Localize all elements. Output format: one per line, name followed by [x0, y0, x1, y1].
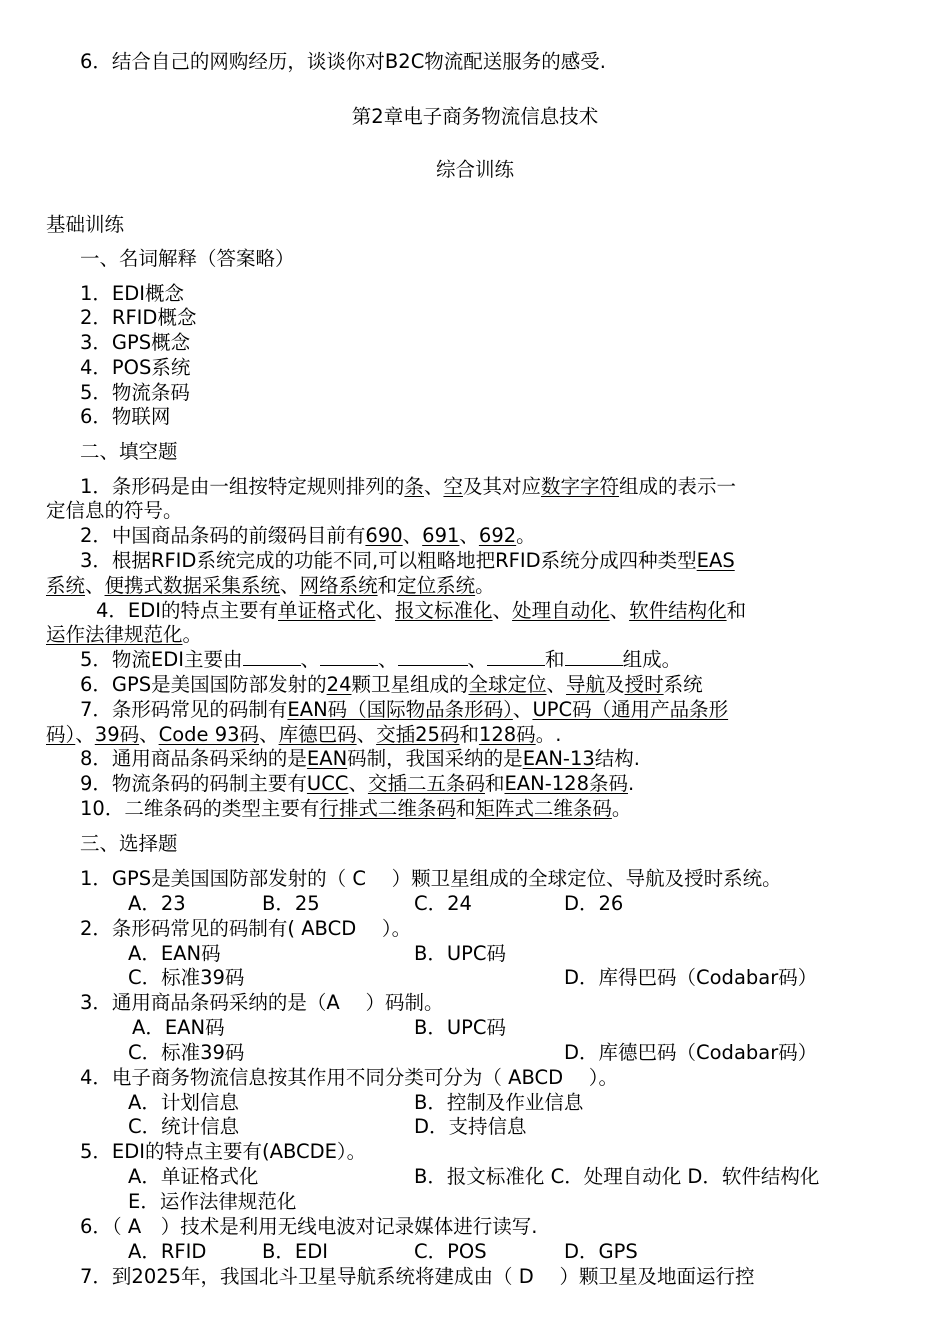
- choice-option: B．报文标准化 C．处理自动化 D．软件结构化: [414, 1165, 820, 1188]
- choice-question-7-stem: 7．到2025年，我国北斗卫星导航系统将建成由（ D ）颗卫星及地面运行控: [80, 1265, 755, 1288]
- choice-option: A．EAN码: [132, 1016, 225, 1039]
- fill-question-10: 10．二维条码的类型主要有行排式二维条码和矩阵式二维条码。: [80, 797, 632, 820]
- choice-option: B．25: [262, 892, 320, 915]
- subtitle: 综合训练: [435, 158, 514, 181]
- choice-question-4-stem: 4．电子商务物流信息按其作用不同分类可分为（ ABCD ）。: [80, 1066, 619, 1089]
- fill-question-8: 8．通用商品条码采纳的是EAN码制，我国采纳的是EAN-13结构.: [80, 747, 640, 770]
- choice-option: D．26: [564, 892, 624, 915]
- choice-option: B．UPC码: [414, 1016, 507, 1039]
- fill-question-5: 5．物流EDI主要由 、 、 、 和 组成。: [80, 648, 682, 671]
- choice-question-1-stem: 1．GPS是美国国防部发射的（ C ）颗卫星组成的全球定位、导航及授时系统。: [80, 867, 782, 890]
- choice-option: C．24: [414, 892, 472, 915]
- part1-item: 3．GPS概念: [80, 331, 191, 354]
- fill-question-9: 9．物流条码的码制主要有UCC、交插二五条码和EAN-128条码.: [80, 772, 635, 795]
- choice-question-2-stem: 2．条形码常见的码制有( ABCD ）。: [80, 917, 412, 940]
- choice-option: E．运作法律规范化: [128, 1190, 297, 1213]
- fill-question-4: 4．EDI的特点主要有单证格式化、报文标准化、处理自动化、软件结构化和: [96, 599, 747, 622]
- choice-option: C．POS: [414, 1240, 487, 1263]
- fill-question-6: 6．GPS是美国国防部发射的24颗卫星组成的全球定位、导航及授时系统: [80, 673, 703, 696]
- choice-option: A．RFID: [128, 1240, 207, 1263]
- part3-heading: 三、选择题: [80, 832, 178, 855]
- choice-option: A．单证格式化: [128, 1165, 259, 1188]
- fill-question-7: 7．条形码常见的码制有EAN码（国际物品条形码）、UPC码（通用产品条形: [80, 698, 729, 721]
- choice-option: A．计划信息: [128, 1091, 239, 1114]
- choice-option: C．标准39码: [128, 966, 245, 989]
- part1-item: 2．RFID概念: [80, 306, 197, 329]
- chapter-title: 第2章电子商务物流信息技术: [351, 105, 599, 128]
- choice-option: D．GPS: [564, 1240, 638, 1263]
- fill-question-1-cont: 定信息的符号。: [46, 499, 183, 522]
- part1-item: 5．物流条码: [80, 381, 190, 404]
- fill-question-7-cont: 码）、39码、Code 93码、库德巴码、交插25码和128码。.: [46, 723, 562, 746]
- part1-item: 4．POS系统: [80, 356, 191, 379]
- part1-item: 1．EDI概念: [80, 282, 184, 305]
- choice-option: A．23: [128, 892, 186, 915]
- choice-option: B．控制及作业信息: [414, 1091, 584, 1114]
- fill-question-3: 3．根据RFID系统完成的功能不同,可以粗略地把RFID系统分成四种类型EAS: [80, 549, 735, 572]
- fill-question-4-cont: 运作法律规范化。: [46, 623, 203, 646]
- choice-option: B．EDI: [262, 1240, 328, 1263]
- part1-item: 6．物联网: [80, 405, 171, 428]
- top-line: 6．结合自己的网购经历，谈谈你对B2C物流配送服务的感受.: [80, 50, 607, 73]
- choice-question-3-stem: 3．通用商品条码采纳的是（A ）码制。: [80, 991, 444, 1014]
- part2-heading: 二、填空题: [80, 440, 178, 463]
- choice-option: D．库得巴码（Codabar码）: [564, 966, 818, 989]
- choice-question-5-stem: 5．EDI的特点主要有(ABCDE）。: [80, 1140, 367, 1163]
- part1-heading: 一、名词解释（答案略）: [80, 247, 295, 270]
- choice-question-6-stem: 6．（ A ）技术是利用无线电波对记录媒体进行读写.: [80, 1215, 538, 1238]
- fill-question-3-cont: 系统、便携式数据采集系统、网络系统和定位系统。: [46, 574, 495, 597]
- choice-option: B．UPC码: [414, 942, 507, 965]
- choice-option: C．统计信息: [128, 1115, 240, 1138]
- choice-option: D．支持信息: [414, 1115, 527, 1138]
- choice-option: A．EAN码: [128, 942, 221, 965]
- fill-question-1: 1．条形码是由一组按特定规则排列的条、空及其对应数字字符组成的表示一: [80, 475, 737, 498]
- section-heading: 基础训练: [46, 213, 125, 236]
- choice-option: D．库德巴码（Codabar码）: [564, 1041, 818, 1064]
- choice-option: C．标准39码: [128, 1041, 245, 1064]
- fill-question-2: 2．中国商品条码的前缀码目前有690、691、692。: [80, 524, 536, 547]
